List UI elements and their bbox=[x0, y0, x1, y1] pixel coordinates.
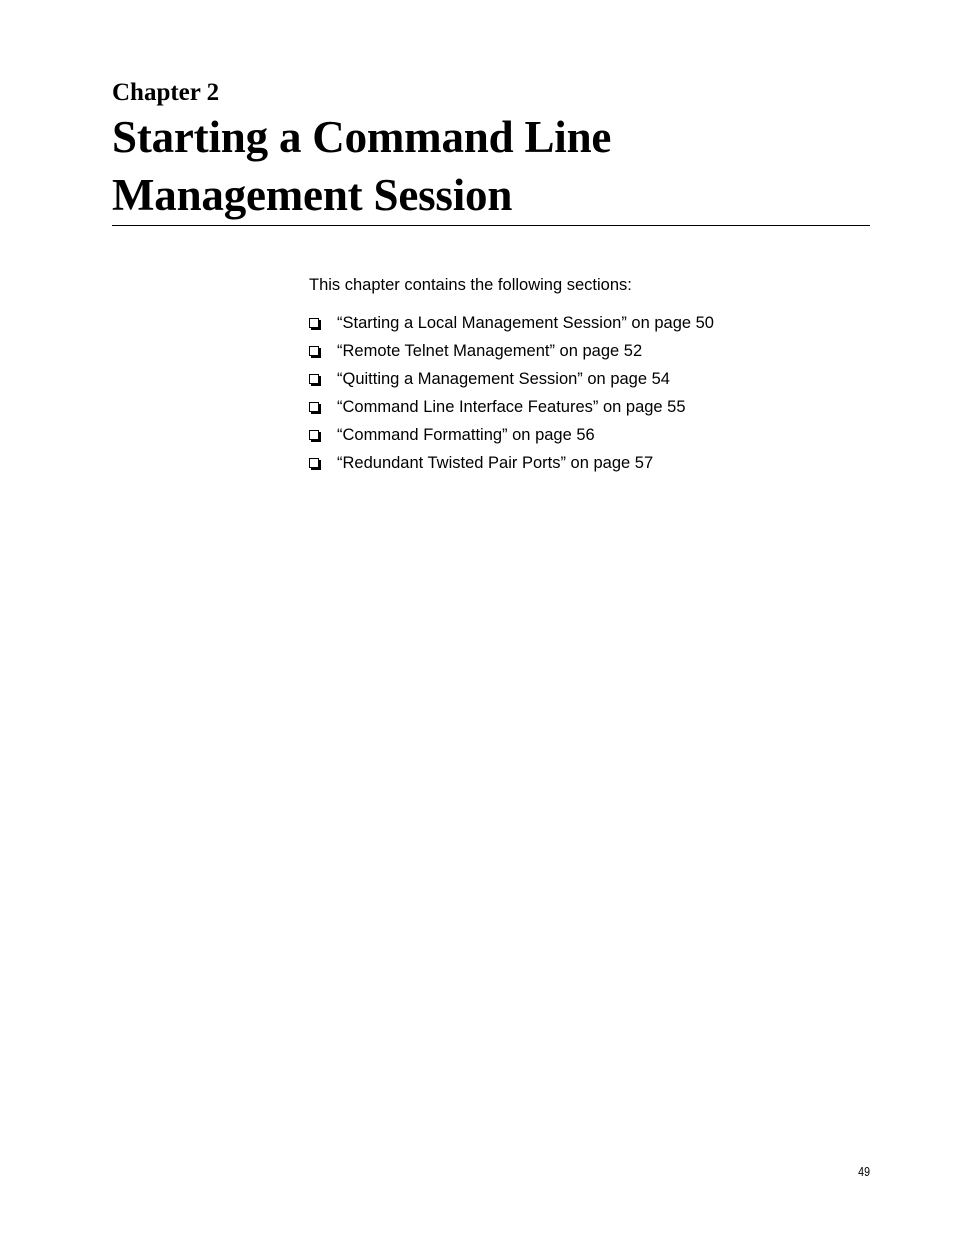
list-item[interactable] bbox=[309, 397, 714, 425]
page-number: 49 bbox=[858, 1165, 870, 1179]
section-list bbox=[309, 313, 714, 481]
section-link[interactable]: “Command Line Interface Features” on page 55 bbox=[337, 398, 686, 416]
section-link[interactable]: “Redundant Twisted Pair Ports” on page 57 bbox=[337, 454, 654, 472]
title-divider bbox=[112, 225, 870, 226]
section-link[interactable]: “Starting a Local Management Session” on page 50 bbox=[337, 314, 714, 332]
intro-text: This chapter contains the following sections: bbox=[309, 276, 632, 294]
checkbox-icon bbox=[309, 318, 319, 328]
section-link[interactable]: “Remote Telnet Management” on page 52 bbox=[337, 342, 643, 360]
list-item[interactable] bbox=[309, 453, 714, 481]
list-item[interactable] bbox=[309, 341, 714, 369]
list-item[interactable] bbox=[309, 369, 714, 397]
section-link[interactable]: “Command Formatting” on page 56 bbox=[337, 426, 595, 444]
checkbox-icon bbox=[309, 430, 319, 440]
checkbox-icon bbox=[309, 402, 319, 412]
list-item[interactable] bbox=[309, 313, 714, 341]
checkbox-icon bbox=[309, 346, 319, 356]
section-link[interactable]: “Quitting a Management Session” on page 54 bbox=[337, 370, 670, 388]
list-item[interactable] bbox=[309, 425, 714, 453]
checkbox-icon bbox=[309, 374, 319, 384]
chapter-title: Starting a Command Line Management Session bbox=[112, 112, 612, 220]
chapter-label: Chapter 2 bbox=[112, 79, 220, 106]
checkbox-icon bbox=[309, 458, 319, 468]
